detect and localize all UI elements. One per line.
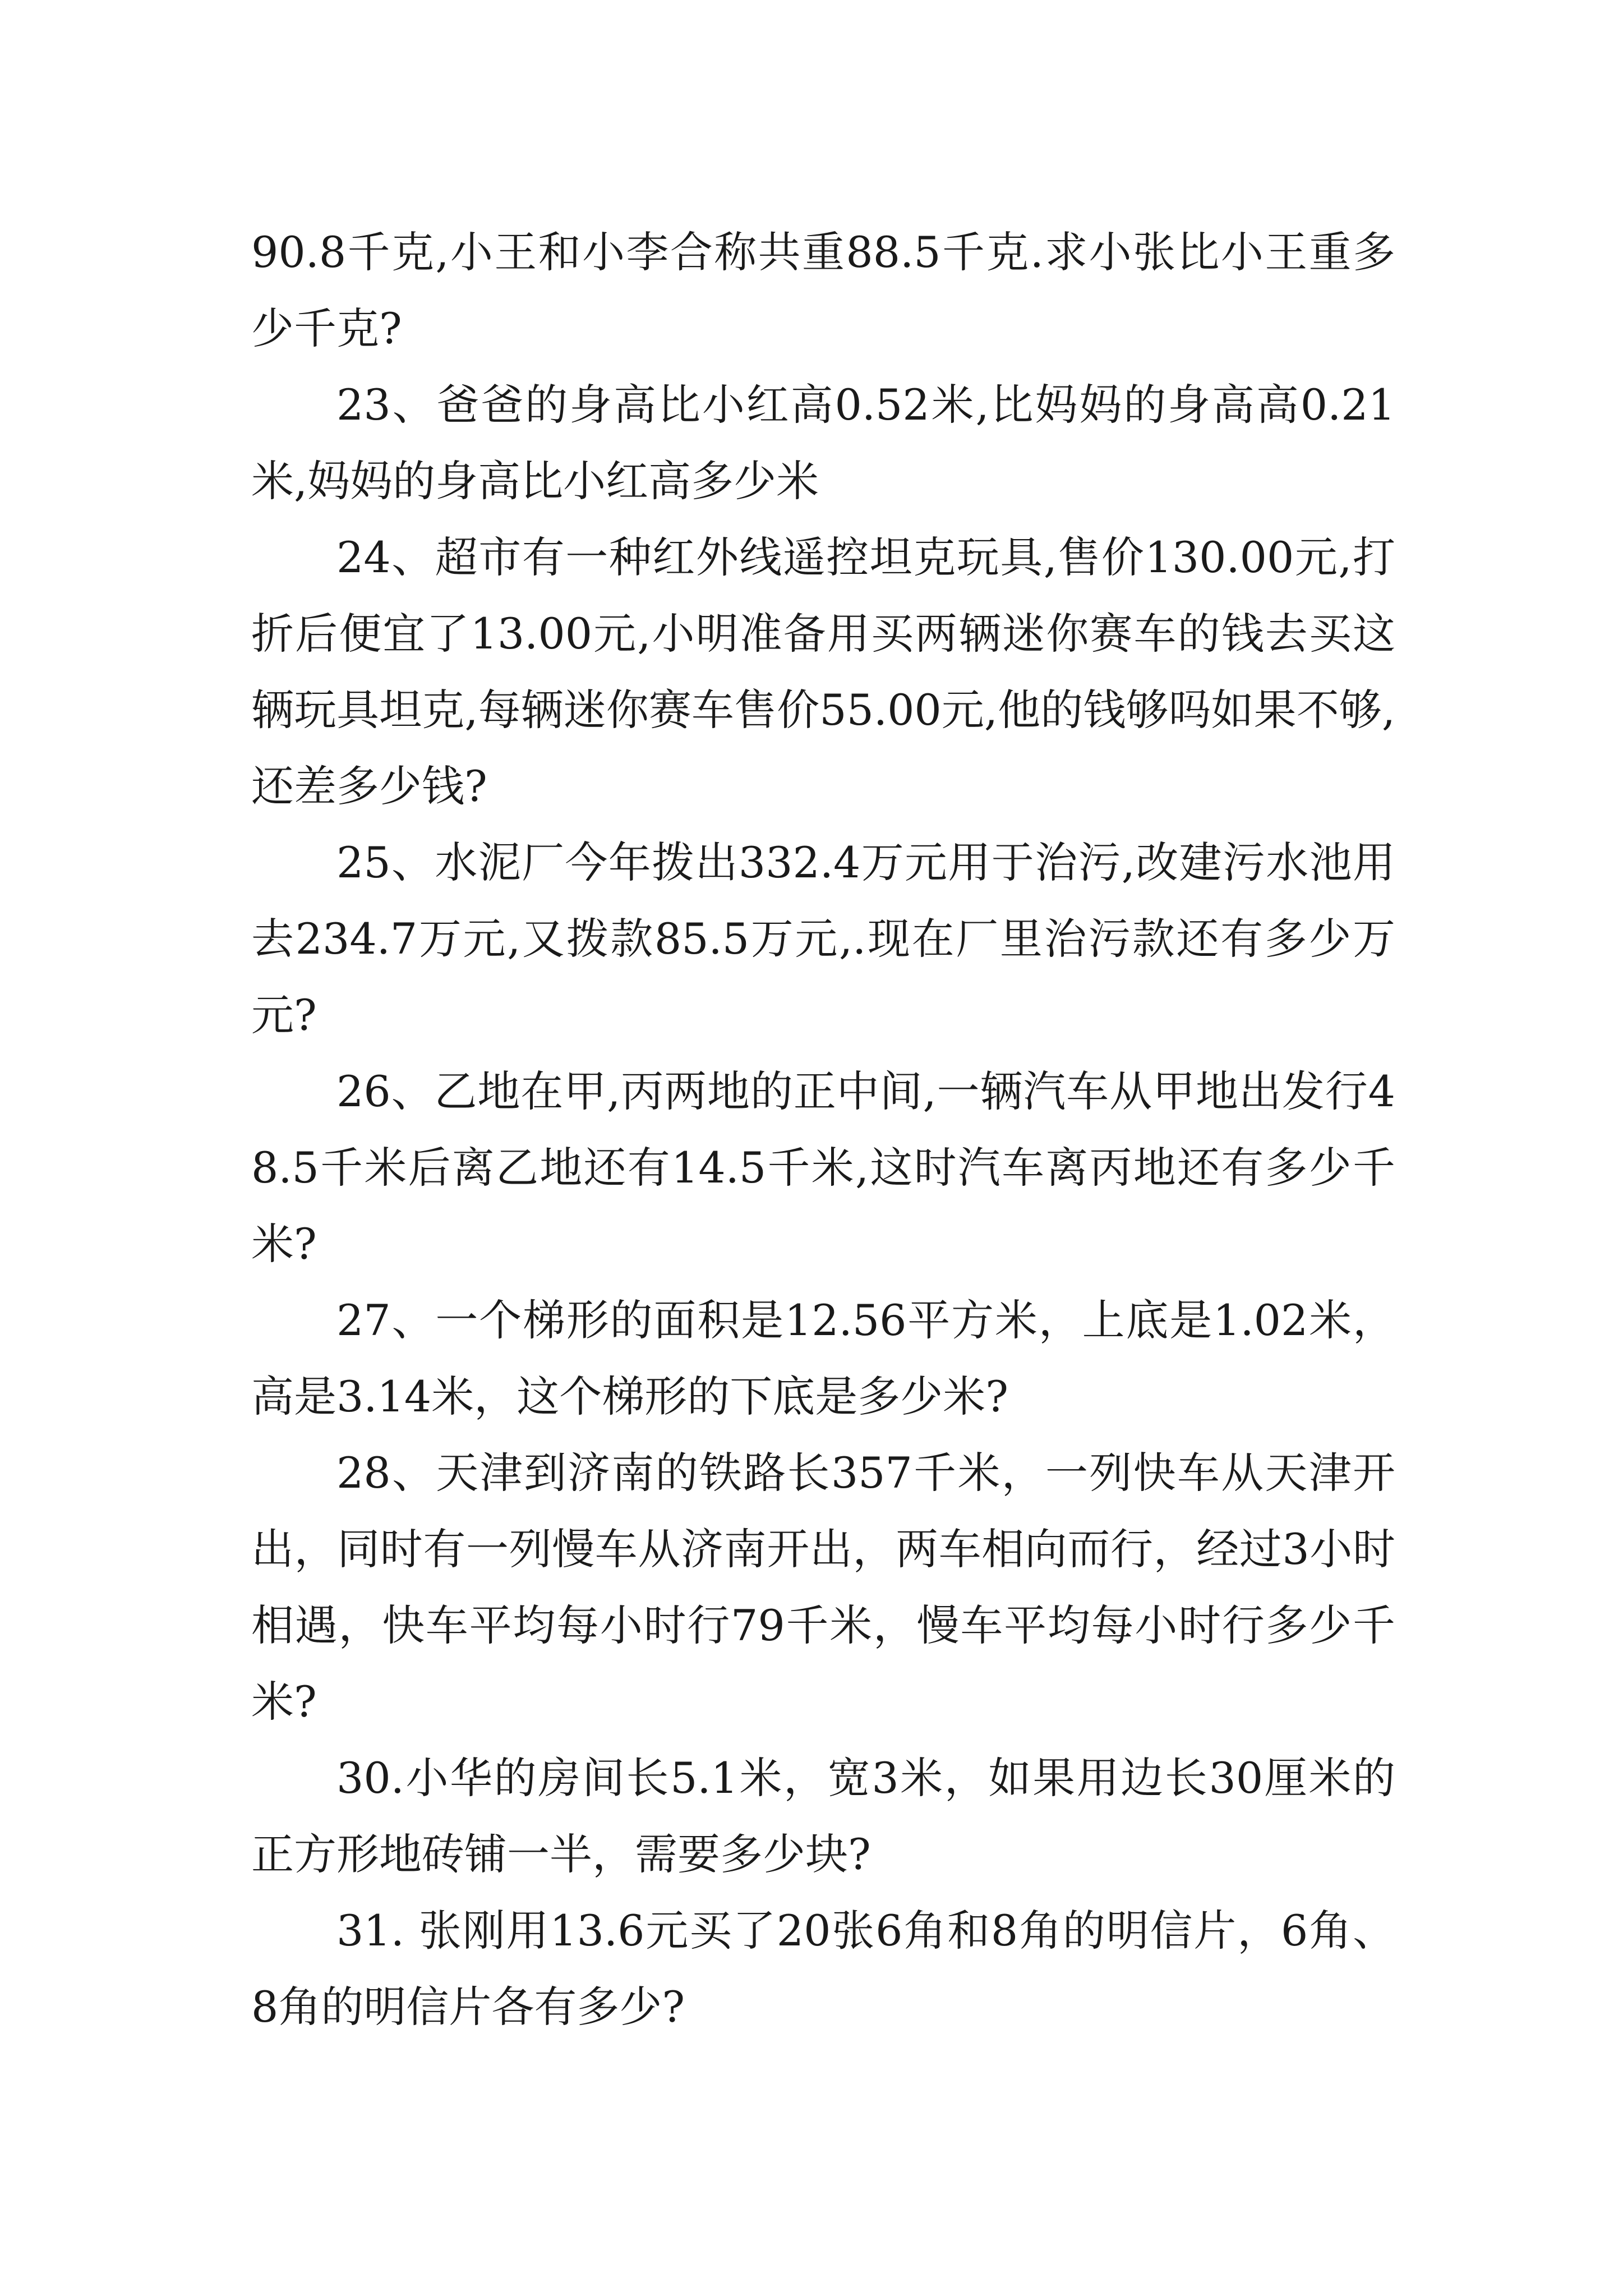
problem-22-continuation: 90.8千克,小王和小李合称共重88.5千克.求小张比小王重多少千克?	[251, 227, 1395, 353]
problem-26: 26、乙地在甲,丙两地的正中间,一辆汽车从甲地出发行48.5千米后离乙地还有14.5千米,这时汽车离丙地还有多少千米?	[251, 1066, 1395, 1269]
problem-27: 27、一个梯形的面积是12.56平方米，上底是1.02米，高是3.14米，这个梯形的下底是多少米?	[251, 1295, 1395, 1421]
document-body	[251, 214, 1395, 2045]
problem-28: 28、天津到济南的铁路长357千米，一列快车从天津开出，同时有一列慢车从济南开出，两车相向而行，经过3小时相遇，快车平均每小时行79千米，慢车平均每小时行多少千米?	[251, 1448, 1395, 1727]
problem-24: 24、超市有一种红外线遥控坦克玩具,售价130.00元,打折后便宜了13.00元,小明准备用买两辆迷你赛车的钱去买这辆玩具坦克,每辆迷你赛车售价55.00元,他的钱够吗如果不够,还差多少钱?	[251, 532, 1395, 811]
problem-23: 23、爸爸的身高比小红高0.52米,比妈妈的身高高0.21米,妈妈的身高比小红高多少米	[251, 380, 1395, 506]
problem-25: 25、水泥厂今年拨出332.4万元用于治污,改建污水池用去234.7万元,又拨款85.5万元,.现在厂里治污款还有多少万元?	[251, 838, 1395, 1040]
problem-31: 31. 张刚用13.6元买了20张6角和8角的明信片，6角、8角的明信片各有多少?	[251, 1906, 1395, 2032]
problem-30: 30.小华的房间长5.1米，宽3米，如果用边长30厘米的正方形地砖铺一半，需要多少块?	[251, 1753, 1395, 1879]
